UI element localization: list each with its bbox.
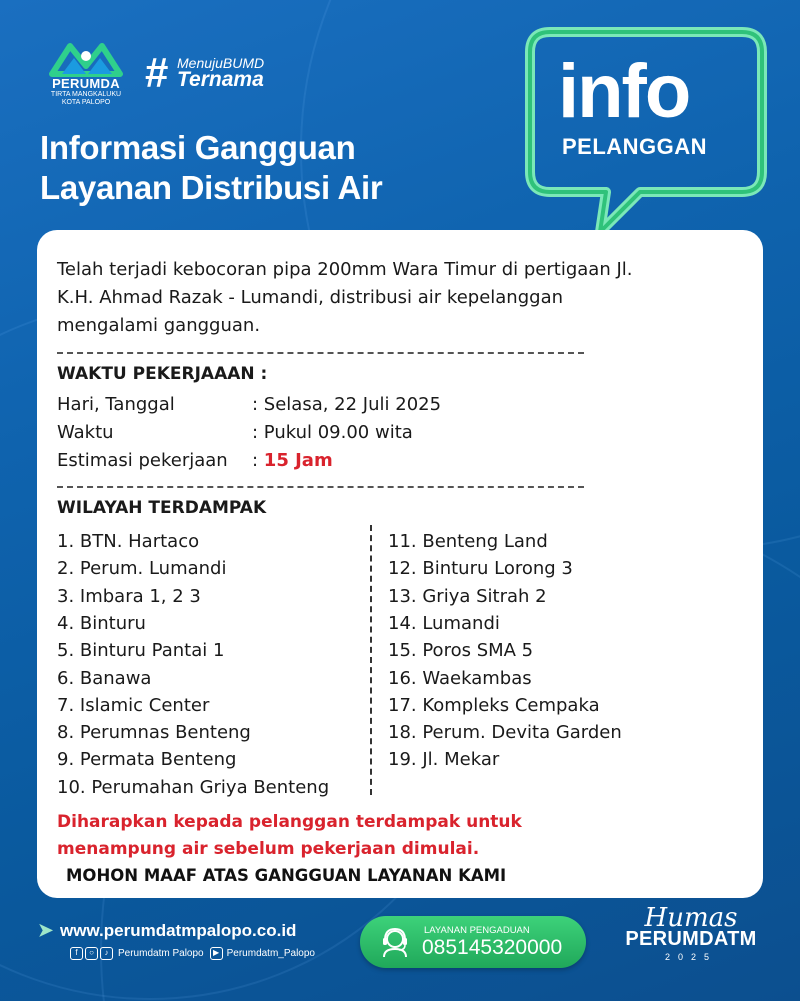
column-divider xyxy=(370,525,372,795)
website-link[interactable] xyxy=(38,920,296,941)
area-item: 12. Binturu Lorong 3 xyxy=(388,558,573,580)
tagline-line-2: Ternama xyxy=(177,68,264,91)
social-handles xyxy=(70,947,315,960)
area-item: 19. Jl. Mekar xyxy=(388,749,500,771)
area-item: 5. Binturu Pantai 1 xyxy=(57,640,225,662)
area-item: 2. Perum. Lumandi xyxy=(57,558,227,580)
estimate-colon: : xyxy=(252,450,264,471)
warning-text xyxy=(57,809,537,863)
estimate-label: Estimasi pekerjaan xyxy=(57,450,228,471)
logo-subtitle-2: KOTA PALOPO xyxy=(61,99,111,106)
tiktok-icon[interactable]: ♪ xyxy=(100,947,113,960)
social-handle-1: Perumdatm Palopo xyxy=(118,948,204,959)
area-item: 3. Imbara 1, 2 3 xyxy=(57,585,201,607)
social-handle-2: Perumdatm_Palopo xyxy=(226,948,315,959)
facebook-icon[interactable]: f xyxy=(70,947,83,960)
area-item: 4. Binturu xyxy=(57,612,146,634)
badge-info-word: info xyxy=(558,49,690,134)
instagram-icon[interactable]: ○ xyxy=(85,947,98,960)
area-item: 11. Benteng Land xyxy=(388,531,548,552)
area-item: 7. Islamic Center xyxy=(57,694,210,716)
warning-line-2: menampung air sebelum pekerjaan dimulai. xyxy=(57,839,480,859)
title-line-1: Informasi Gangguan xyxy=(40,129,356,166)
area-item: 8. Perumnas Benteng xyxy=(57,722,251,744)
perumda-logo xyxy=(40,38,132,107)
area-item: 18. Perum. Devita Garden xyxy=(388,722,622,744)
date-label: Hari, Tanggal xyxy=(57,394,175,415)
area-item: 16. Waekambas xyxy=(388,667,532,689)
water-drop-mountain-icon xyxy=(48,38,124,78)
area-heading: WILAYAH TERDAMPAK xyxy=(57,498,267,518)
page-title xyxy=(40,128,382,208)
humas-year: 2025 xyxy=(664,952,718,962)
area-item: 14. Lumandi xyxy=(388,612,500,634)
date-value: : Selasa, 22 Juli 2025 xyxy=(252,394,442,415)
area-item: 1. BTN. Hartaco xyxy=(57,531,200,552)
hash-symbol: # xyxy=(145,49,169,96)
divider xyxy=(57,352,584,354)
humas-name: PERUMDATM xyxy=(625,928,757,950)
logo-name: PERUMDA xyxy=(52,76,120,91)
apology-text: MOHON MAAF ATAS GANGGUAN LAYANAN KAMI xyxy=(66,866,507,885)
notice-intro: Telah terjadi kebocoran pipa 200mm Wara Timur di pertigaan Jl. K.H. Ahmad Razak - Lumandi, distribusi air kepelanggan mengalami gangguan. xyxy=(57,259,633,336)
area-item: 15. Poros SMA 5 xyxy=(388,640,534,662)
warning-line-1: Diharapkan kepada pelanggan terdampak untuk xyxy=(57,812,522,832)
area-item: 6. Banawa xyxy=(57,667,152,689)
humas-script: Humas xyxy=(644,903,738,933)
estimate-value xyxy=(252,450,333,471)
work-heading: WAKTU PEKERJAAAN : xyxy=(57,364,268,384)
humas-logo xyxy=(616,904,766,962)
cursor-click-icon: ➤ xyxy=(38,920,54,940)
time-value: : Pukul 09.00 wita xyxy=(252,422,413,443)
divider xyxy=(57,486,584,488)
area-item: 13. Griya Sitrah 2 xyxy=(388,585,547,607)
estimate-duration: 15 Jam xyxy=(263,450,333,471)
title-line-2: Layanan Distribusi Air xyxy=(40,169,383,206)
notice-card xyxy=(37,230,763,898)
logo-subtitle-1: TIRTA MANGKALUKU xyxy=(50,91,122,98)
info-pelanggan-badge xyxy=(520,22,772,242)
website-url: www.perumdatmpalopo.co.id xyxy=(60,921,297,940)
headset-agent-icon xyxy=(378,925,412,959)
badge-pelanggan-word: PELANGGAN xyxy=(562,134,708,159)
complaint-hotline-button[interactable] xyxy=(360,916,586,968)
time-label: Waktu xyxy=(57,422,114,443)
area-item: 10. Perumahan Griya Benteng xyxy=(57,776,330,798)
tagline-line-1: MenujuBUMD xyxy=(177,55,265,71)
hotline-label: LAYANAN PENGADUAN xyxy=(424,925,530,936)
area-item: 9. Permata Benteng xyxy=(57,749,237,771)
area-item: 17. Kompleks Cempaka xyxy=(388,694,600,716)
youtube-icon[interactable]: ▶ xyxy=(210,947,223,960)
hotline-number: 085145320000 xyxy=(422,936,563,959)
